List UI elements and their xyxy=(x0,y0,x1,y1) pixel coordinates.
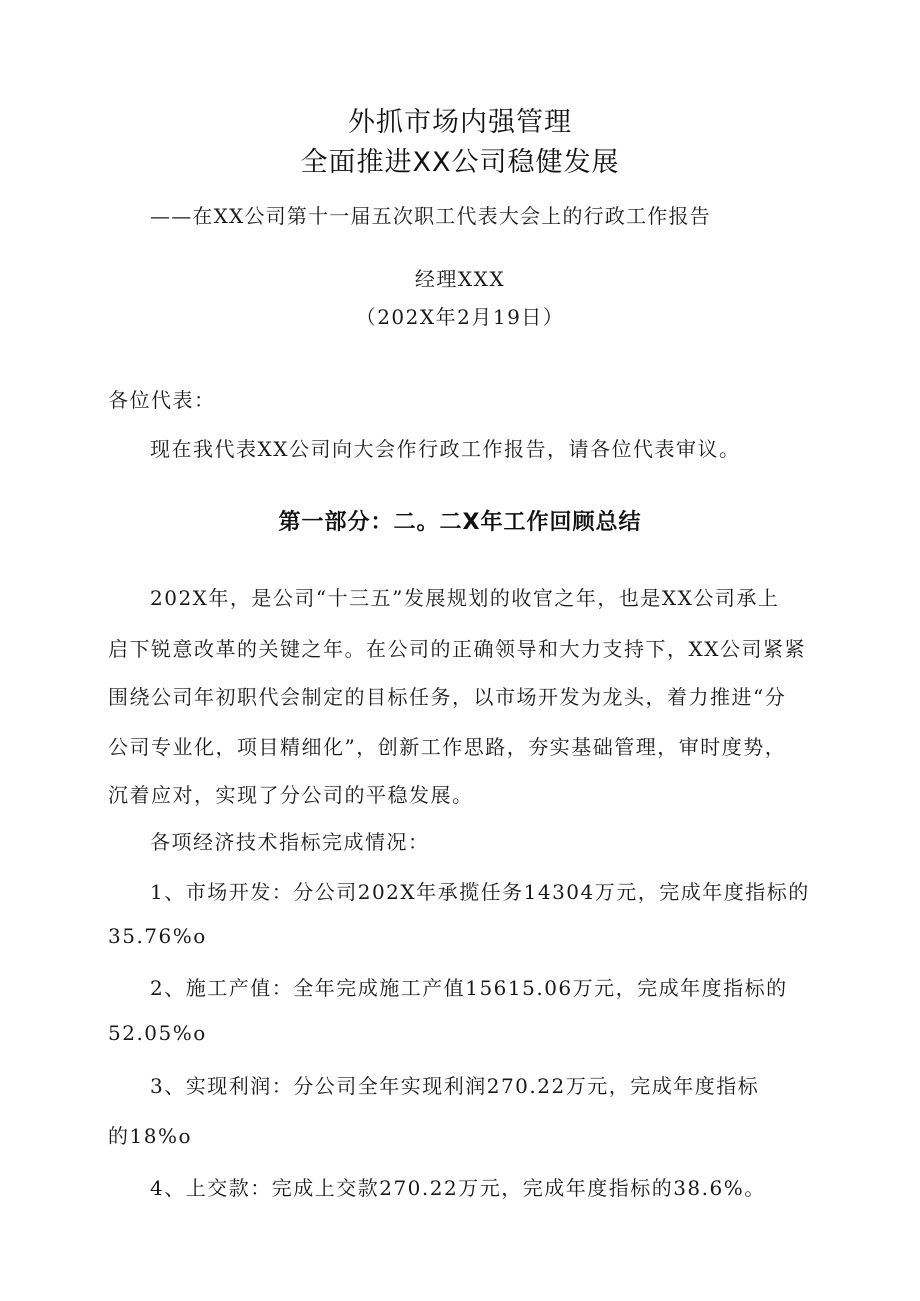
document-subtitle: ——在XX公司第十一届五次职工代表大会上的行政工作报告 xyxy=(150,204,711,228)
indicator-item-2-cont: 52.05%o xyxy=(108,1021,207,1045)
intro-paragraph: 现在我代表XX公司向大会作行政工作报告，请各位代表审议。 xyxy=(150,437,741,461)
indicator-item-1-cont: 35.76%o xyxy=(108,924,207,948)
indicator-item-2: 2、施工产值：全年完成施工产值15615.06万元，完成年度指标的 xyxy=(150,976,788,1000)
indicator-item-3: 3、实现利润：分公司全年实现利润270.22万元，完成年度指标 xyxy=(150,1074,760,1098)
document-title-line1: 外抓市场内强管理 xyxy=(348,107,572,138)
indicator-item-3-cont: 的18%o xyxy=(108,1124,192,1148)
indicator-item-4: 4、上交款：完成上交款270.22万元，完成年度指标的38.6%。 xyxy=(150,1176,766,1200)
salutation: 各位代表： xyxy=(108,388,216,412)
indicator-item-1: 1、市场开发：分公司202X年承揽任务14304万元，完成年度指标的 xyxy=(150,880,810,904)
report-author: 经理XXX xyxy=(414,267,506,291)
section-heading: 第一部分：二。二X年工作回顾总结 xyxy=(278,510,642,535)
paragraph-line: 沉着应对，实现了分公司的平稳发展。 xyxy=(108,783,474,807)
paragraph-line: 202X年，是公司“十三五”发展规划的收官之年，也是XX公司承上 xyxy=(150,586,780,610)
indicators-intro: 各项经济技术指标完成情况： xyxy=(150,830,430,854)
paragraph-line: 围绕公司年初职代会制定的目标任务，以市场开发为龙头，着力推进“分 xyxy=(108,685,787,709)
paragraph-line: 公司专业化，项目精细化”，创新工作思路，夯实基础管理，审时度势， xyxy=(108,735,787,759)
report-date: （202X年2月19日） xyxy=(355,305,565,329)
paragraph-line: 启下锐意改革的关键之年。在公司的正确领导和大力支持下，XX公司紧紧 xyxy=(108,637,806,661)
document-title-line2: 全面推进XX公司稳健发展 xyxy=(300,147,620,178)
